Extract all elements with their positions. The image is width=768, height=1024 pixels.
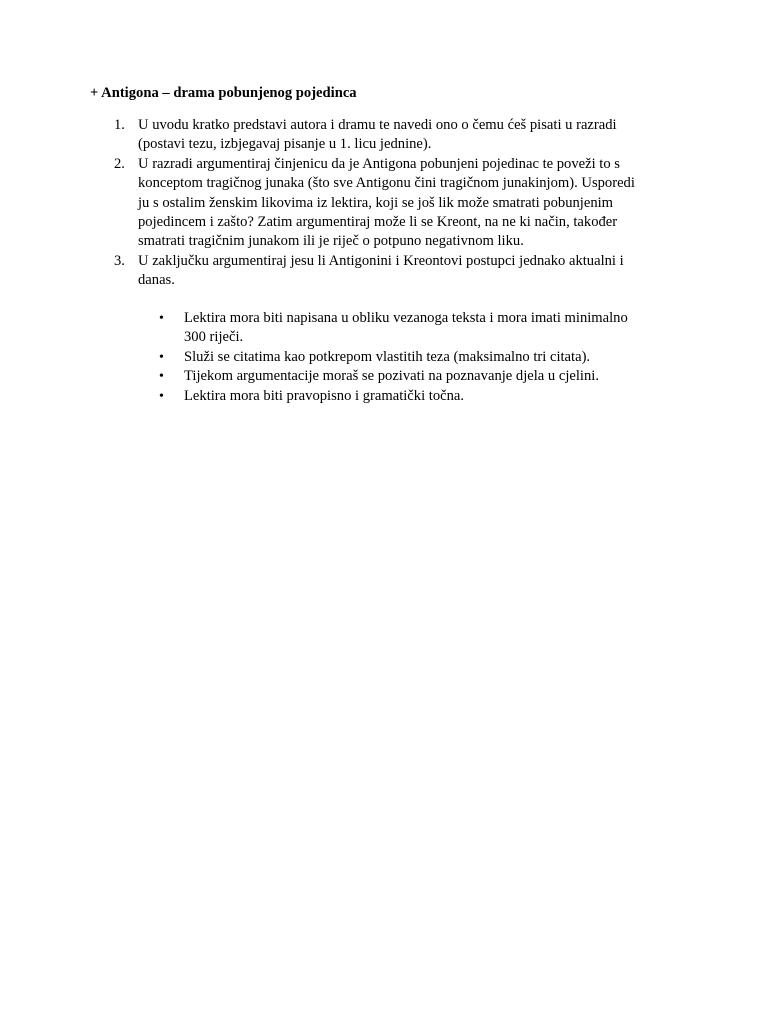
item-line: ju s ostalim ženskim likovima iz lektira, koji se još lik može smatrati pobunjenim (138, 194, 614, 211)
item-line: U uvodu kratko predstavi autora i dramu te navedi ono o čemu ćeš pisati u razradi (138, 117, 617, 133)
bullet-item-2 (0, 348, 664, 367)
item-line: 300 riječi. (184, 329, 244, 346)
item-line: Lektira mora biti pravopisno i gramatički točna. (184, 387, 465, 404)
item-line: U zaključku argumentiraj jesu li Antigonini i Kreontovi postupci jednako aktualni i (138, 252, 624, 269)
list-number: 2. (114, 155, 125, 172)
item-line: pojedincem i zašto? Zatim argumentiraj može li se Kreont, na ne ki način, također (138, 214, 618, 231)
numbered-item-3 (0, 252, 658, 291)
bullet-item-3 (0, 367, 664, 386)
numbered-list (0, 116, 768, 291)
item-line: (postavi tezu, izbjegavaj pisanje u 1. licu jednine). (138, 136, 432, 153)
item-line: smatrati tragičnim junakom ili je riječ o potpuno negativnom liku. (138, 233, 524, 250)
item-line: konceptom tragičnog junaka (što sve Antigonu čini tragičnom junakinjom). Usporedi (138, 175, 635, 192)
bullet-icon: • (159, 311, 164, 326)
document-heading: + Antigona – drama pobunjenog pojedinca (90, 85, 357, 101)
item-line: Lektira mora biti napisana u obliku vezanoga teksta i mora imati minimalno (184, 310, 628, 326)
bullet-icon: • (159, 369, 164, 385)
numbered-item-2 (0, 155, 658, 252)
bullet-icon: • (159, 349, 164, 365)
bullet-item-4 (0, 387, 664, 406)
numbered-item-1 (0, 116, 658, 155)
item-line: danas. (138, 272, 175, 289)
item-line: Služi se citatima kao potkrepom vlastitih teza (maksimalno tri citata). (184, 348, 591, 365)
item-line: Tijekom argumentacije moraš se pozivati na poznavanje djela u cjelini. (184, 368, 599, 385)
item-line: U razradi argumentiraj činjenicu da je Antigona pobunjeni pojedinac te poveži to s (138, 155, 620, 172)
bullet-icon: • (159, 388, 164, 404)
bullet-item-1 (0, 309, 664, 348)
list-number: 1. (114, 117, 125, 133)
bullet-list (0, 309, 768, 406)
list-number: 3. (114, 252, 125, 269)
